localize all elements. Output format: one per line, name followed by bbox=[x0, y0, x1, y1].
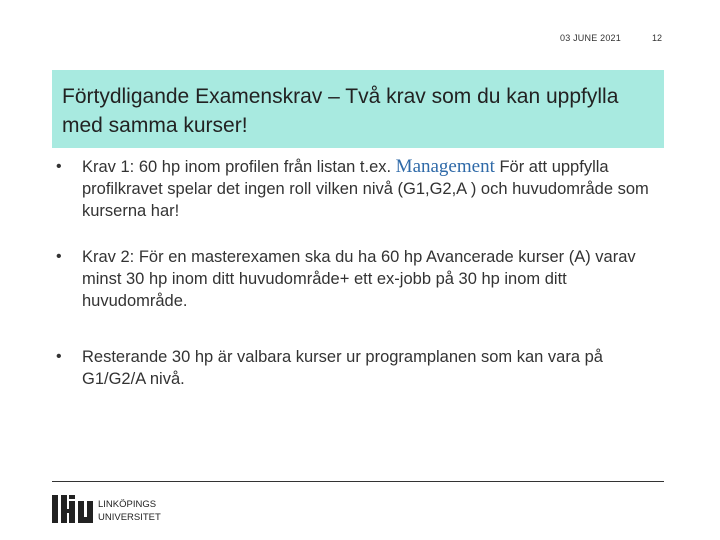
management-link[interactable]: Management bbox=[395, 156, 495, 177]
bullet-item-krav2 bbox=[56, 246, 666, 312]
bullet-text: Krav 2: För en masterexamen ska du ha 60 hp Avancerade kurser (A) varav minst 30 hp inom ditt huvudområde+ ett ex-jobb på 30 hp inom ditt huvudområde. bbox=[82, 248, 636, 310]
bullet-text: Resterande 30 hp är valbara kurser ur programplanen som kan vara på G1/G2/A nivå. bbox=[82, 348, 603, 388]
logo-text-line2: UNIVERSITET bbox=[98, 512, 161, 523]
slide-title: Förtydligande Examenskrav – Två krav som du kan uppfylla med samma kurser! bbox=[62, 85, 619, 137]
liu-logo-icon bbox=[52, 495, 93, 523]
bullet-item-resterande bbox=[56, 346, 666, 390]
bullet-dot: • bbox=[56, 248, 62, 265]
bullet-item-krav1 bbox=[56, 156, 666, 222]
bullet-text-after: För att uppfylla profilkravet spelar det ingen roll vilken nivå (G1,G2,A ) och huvudområde som kurserna har! bbox=[82, 158, 649, 220]
bullet-list bbox=[56, 156, 666, 412]
logo-text-line1: LINKÖPINGS bbox=[98, 499, 157, 510]
slide-date: 03 JUNE 2021 bbox=[560, 33, 621, 43]
bullet-dot: • bbox=[56, 158, 62, 175]
footer-divider bbox=[52, 481, 664, 482]
bullet-dot: • bbox=[56, 348, 62, 365]
bullet-text-before: Krav 1: 60 hp inom profilen från listan t.ex. bbox=[82, 158, 396, 176]
liu-logo bbox=[52, 493, 182, 527]
slide-page-number: 12 bbox=[652, 33, 663, 43]
title-box bbox=[52, 70, 664, 148]
